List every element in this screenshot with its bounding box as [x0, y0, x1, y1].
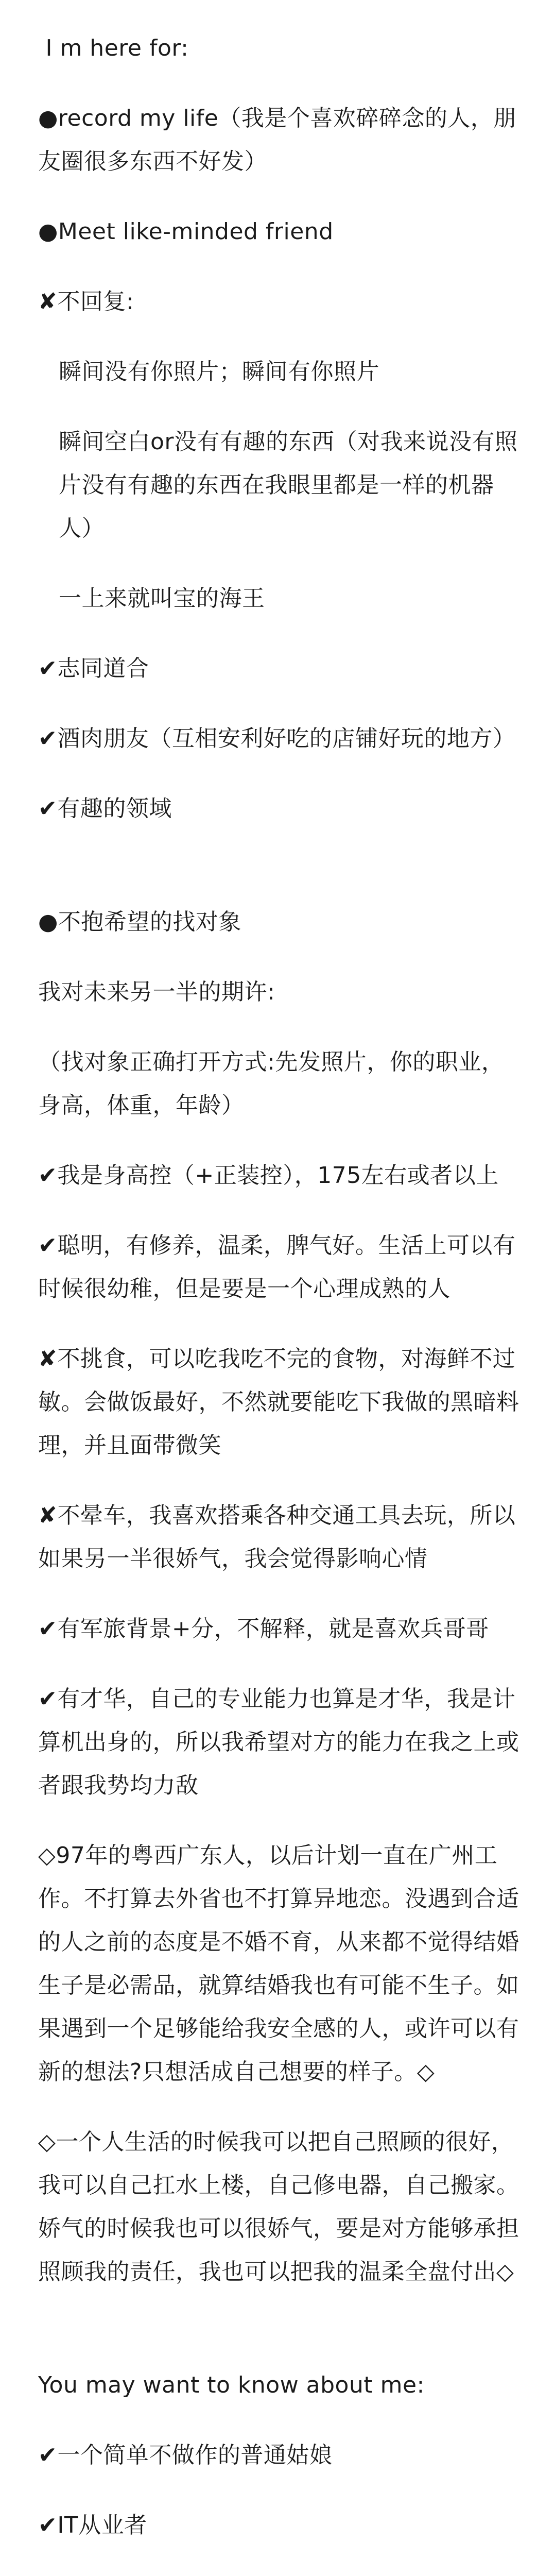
paragraph: ✔有军旅背景+分，不解释，就是喜欢兵哥哥 — [38, 1616, 489, 1642]
paragraph: ✔IT从业者 — [38, 2512, 147, 2538]
paragraph: ●Meet like-minded friend — [38, 218, 334, 245]
paragraph: ●不抱希望的找对象 — [38, 909, 241, 935]
paragraph: ✔一个简单不做作的普通姑娘 — [38, 2442, 333, 2468]
paragraph-spacer — [38, 2320, 520, 2364]
paragraph: ✔聪明，有修养，温柔，脾气好。生活上可以有时候很幼稚，但是要是一个心理成熟的人 — [38, 1232, 516, 1302]
paragraph: I m here for: — [38, 35, 189, 61]
paragraph: 瞬间空白or没有有趣的东西（对我来说没有照片没有有趣的东西在我眼里都是一样的机器人） — [59, 429, 518, 541]
paragraph: ◇一个人生活的时候我可以把自己照顾的很好，我可以自己扛水上楼，自己修电器，自己搬家。娇气的时候我也可以很娇气，要是对方能够承担照顾我的责任，我也可以把我的温柔全盘付出◇ — [38, 2129, 519, 2285]
paragraph: ✔酒肉朋友（互相安利好吃的店铺好玩的地方） — [38, 725, 516, 752]
paragraph: 瞬间没有你照片；瞬间有你照片 — [59, 359, 379, 385]
paragraph: ●record my life（我是个喜欢碎碎念的人，朋友圈很多东西不好发） — [38, 105, 516, 175]
paragraph: ✔有趣的领域 — [38, 795, 172, 822]
paragraph: ✘不晕车，我喜欢搭乘各种交通工具去玩，所以如果另一半很娇气，我会觉得影响心情 — [38, 1502, 516, 1572]
paragraph: You may want to know about me: — [38, 2372, 425, 2398]
paragraph: ✘不回复: — [38, 289, 134, 315]
paragraph: （找对象正确打开方式:先发照片，你的职业，身高，体重，年龄） — [38, 1049, 505, 1118]
paragraph: ✘不挑食，可以吃我吃不完的食物，对海鲜不过敏。会做饭最好，不然就要能吃下我做的黑暗料理，并且面带微笑 — [38, 1346, 519, 1459]
paragraph: 一上来就叫宝的海王 — [59, 585, 265, 612]
paragraph-spacer — [38, 857, 520, 901]
paragraph: 我对未来另一半的期许: — [38, 979, 275, 1005]
paragraph — [38, 2574, 520, 2576]
paragraph: ◇97年的粤西广东人，以后计划一直在广州工作。不打算去外省也不打算异地恋。没遇到合适的人之前的态度是不婚不育，从来都不觉得结婚生子是必需品，就算结婚我也有可能不生子。如果遇到一个足够能给我安全感的人，或许可以有新的想法?只想活成自己想要的样子。◇ — [38, 1842, 519, 2085]
paragraph: ✔有才华，自己的专业能力也算是才华，我是计算机出身的，所以我希望对方的能力在我之上或者跟我势均力敌 — [38, 1686, 519, 1799]
paragraph: ✔我是身高控（+正装控），175左右或者以上 — [38, 1162, 499, 1189]
paragraph: ✔志同道合 — [38, 655, 149, 682]
